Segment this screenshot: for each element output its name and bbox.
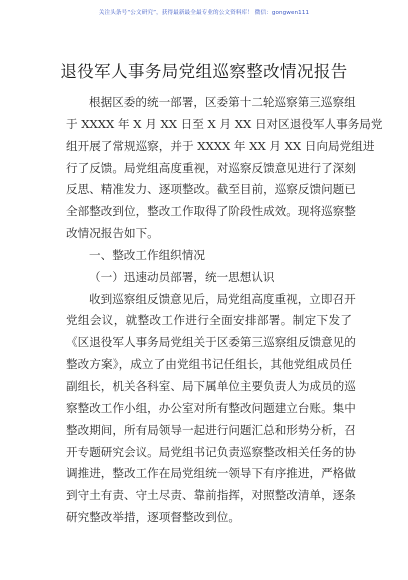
body-line: 调推进，整改工作在局党组统一领导下有序推进，严格做 bbox=[66, 466, 356, 481]
body-line: 整改方案》，成立了由党组书记任组长，其他党组成员任 bbox=[66, 357, 352, 372]
body-line: 研究整改举措，逐项督整改到位。 bbox=[66, 510, 240, 525]
body-line: 组开展了常规巡察，并于 XXXX 年 XX 月 XX 日向局党组进 bbox=[66, 138, 375, 153]
body-line: 《区退役军人事务局党组关于区委第三巡察组反馈意见的 bbox=[66, 335, 356, 350]
body-line: 根据区委的统一部署，区委第十二轮巡察第三巡察组 bbox=[89, 95, 356, 109]
body-line: 整改期间，所有局领导一起进行问题汇总和形势分析，召 bbox=[66, 422, 356, 437]
body-line: 党组会议，就整改工作进行全面安排部署。制定下发了 bbox=[66, 313, 352, 328]
document-title: 退役军人事务局党组巡察整改情况报告 bbox=[60, 62, 348, 81]
body-line: 收到巡察组反馈意见后，局党组高度重视，立即召开 bbox=[89, 291, 356, 306]
body-line: 察整改工作小组，办公室对所有整改问题建立台账。集中 bbox=[66, 400, 356, 415]
body-line: 行了反馈。局党组高度重视，对巡察反馈意见进行了深刻 bbox=[66, 160, 356, 175]
body-line: 改情况报告如下。 bbox=[66, 226, 159, 241]
body-line: 开专题研究会议。局党组书记负责巡察整改相关任务的协 bbox=[66, 444, 356, 459]
body-line: 反思、精准发力、逐项整改。截至目前，巡察反馈问题已 bbox=[66, 182, 356, 197]
body-line: 副组长，机关各科室、局下属单位主要负责人为成员的巡 bbox=[66, 378, 356, 393]
header-banner: 关注头条号“公文研究”，获得最新最全最专业的公文资料库！ 微信：gongwen111 bbox=[98, 10, 310, 16]
body-line: 全部整改到位，整改工作取得了阶段性成效。现将巡察整 bbox=[66, 204, 356, 219]
document-body bbox=[66, 92, 383, 529]
section-heading: 一、整改工作组织情况 bbox=[89, 247, 205, 262]
body-line: 于 XXXX 年 X 月 XX 日至 X 月 XX 日对区退役军人事务局党 bbox=[66, 116, 383, 131]
body-line: 到守土有责、守土尽责、靠前指挥，对照整改清单，逐条 bbox=[66, 488, 356, 503]
subsection-heading: （一）迅速动员部署，统一思想认识 bbox=[89, 269, 275, 284]
